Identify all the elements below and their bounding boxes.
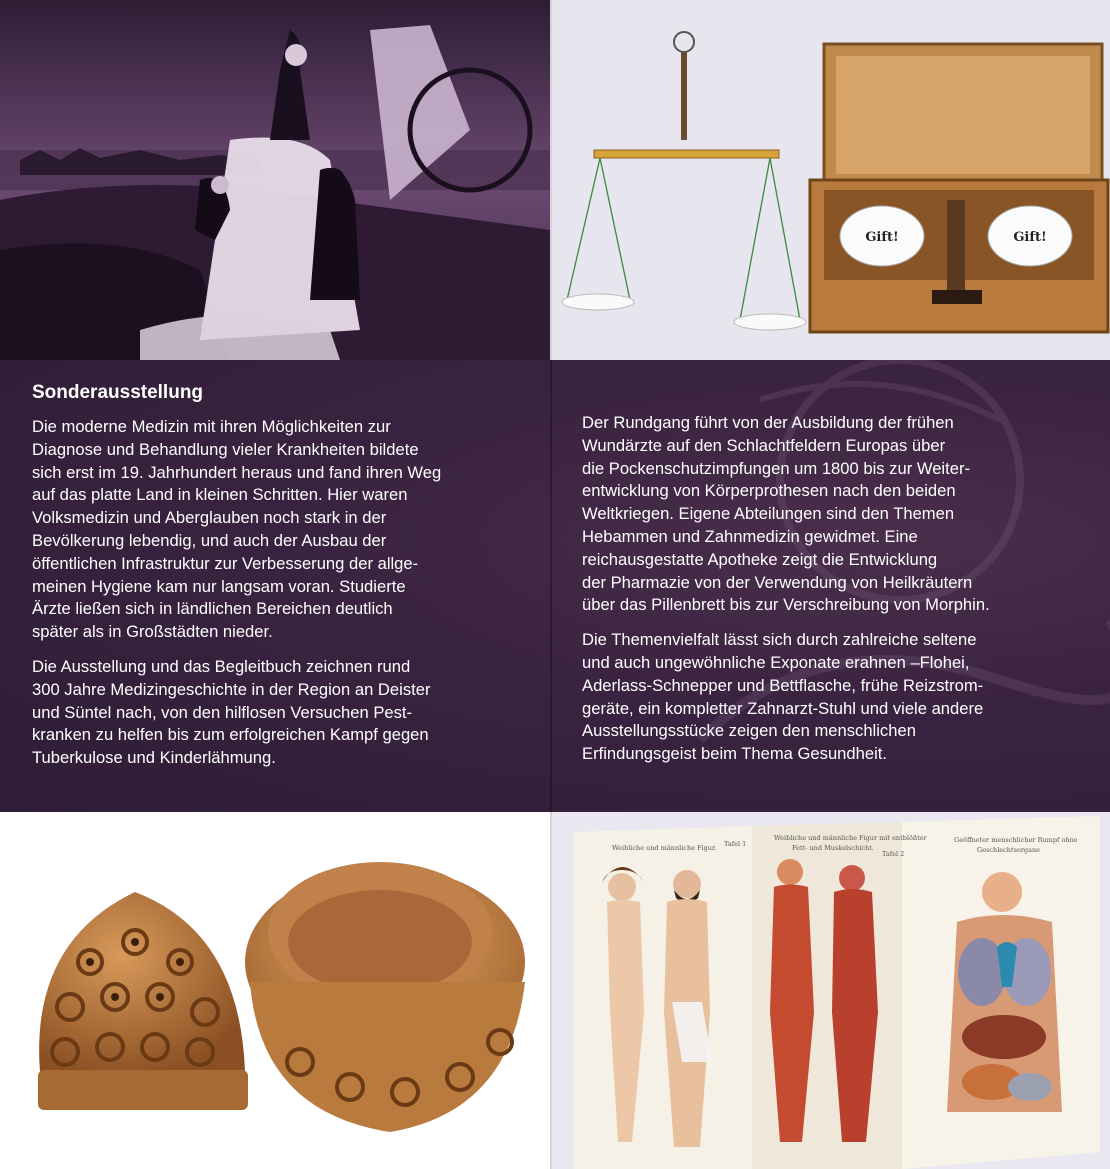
text-line: Tuberkulose und Kinderlähmung. xyxy=(32,748,276,768)
left-column xyxy=(32,380,522,782)
gift-label-left: Gift! xyxy=(865,230,899,245)
text-line: geräte, ein kompletter Zahnarzt-Stuhl und viele andere xyxy=(582,698,984,718)
text-line: später als in Großstädten nieder. xyxy=(32,622,273,642)
right-paragraph-1 xyxy=(582,412,1102,617)
plate2-caption: Weibliche und männliche Figur mit entblößter xyxy=(774,834,927,842)
carved-flea-egg-image xyxy=(0,812,550,1169)
text-line: Bevölkerung lebendig, und auch der Ausbau der xyxy=(32,530,387,550)
poison-scales-illustration xyxy=(552,0,1110,360)
text-line: Die Themenvielfalt lässt sich durch zahlreiche seltene xyxy=(582,630,977,650)
engraving-image xyxy=(0,0,550,360)
text-line: über das Pillenbrett bis zur Verschreibung von Morphin. xyxy=(582,595,990,615)
text-line: Hebammen und Zahnmedizin gewidmet. Eine xyxy=(582,526,918,546)
text-line: und Süntel nach, von den hilflosen Versuchen Pest- xyxy=(32,702,413,722)
text-line: Ärzte ließen sich in ländlichen Bereichen deutlich xyxy=(32,599,393,619)
anatomy-foldout-illustration xyxy=(552,812,1110,1169)
left-paragraph-2 xyxy=(32,656,522,770)
text-line: Weltkriegen. Eigene Abteilungen sind den Themen xyxy=(582,504,955,524)
plate3-caption-line2: Geschlechtsorgane xyxy=(977,846,1040,854)
gift-label-right: Gift! xyxy=(1013,230,1047,245)
text-line: 300 Jahre Medizingeschichte in der Region an Deister xyxy=(32,679,431,699)
text-line: Der Rundgang führt von der Ausbildung der frühen xyxy=(582,413,954,432)
text-band xyxy=(0,360,1110,812)
text-line: Erfindungsgeist beim Thema Gesundheit. xyxy=(582,744,888,764)
text-line: Aderlass-Schnepper und Bettflasche, frühe Reizstrom- xyxy=(582,675,984,695)
text-line: der Pharmazie von der Verwendung von Heilkräutern xyxy=(582,572,973,592)
plate1-number: Tafel 1 xyxy=(724,840,747,848)
plague-burial-illustration xyxy=(0,0,550,360)
text-line: Ausstellungsstücke zeigen den menschlichen xyxy=(582,721,916,741)
text-line: reichausgestatte Apotheke zeigt die Entwicklung xyxy=(582,549,938,569)
text-line: Diagnose und Behandlung vieler Krankheiten bildete xyxy=(32,439,419,459)
anatomy-book-image xyxy=(552,812,1110,1169)
plate3-caption: Geöffneter menschlicher Rumpf ohne xyxy=(954,836,1078,844)
text-line: entwicklung von Körperprothesen nach den beiden xyxy=(582,481,956,501)
text-line: die Pockenschutzimpfungen um 1800 bis zur Weiter- xyxy=(582,458,971,478)
text-line: Die moderne Medizin mit ihren Möglichkeiten zur xyxy=(32,417,391,436)
text-line: Volksmedizin und Aberglauben noch stark in der xyxy=(32,508,387,528)
plate1-caption: Weibliche und männliche Figur. xyxy=(612,844,717,852)
text-line: sich erst im 19. Jahrhundert heraus und fand ihren Weg xyxy=(32,462,442,482)
left-paragraph-1 xyxy=(32,416,522,644)
fold-line xyxy=(550,360,552,812)
plate2-caption-line2: Fett- und Muskelschicht. xyxy=(792,844,874,852)
text-line: und auch ungewöhnliche Exponate erahnen –Flohei, xyxy=(582,652,970,672)
text-line: öffentlichen Infrastruktur zur Verbesserung der allge- xyxy=(32,553,419,573)
section-title: Sonderausstellung xyxy=(32,382,204,403)
carved-wooden-egg-illustration xyxy=(0,812,550,1169)
text-line: Die Ausstellung und das Begleitbuch zeichnen rund xyxy=(32,656,411,676)
plate2-number: Tafel 2 xyxy=(882,850,905,858)
text-line: auf das platte Land in kleinen Schritten. Hier waren xyxy=(32,485,408,505)
right-paragraph-2 xyxy=(582,629,1102,766)
text-line: kranken zu helfen bis zum erfolgreichen Kampf gegen xyxy=(32,725,429,745)
poison-scales-image xyxy=(552,0,1110,360)
text-line: Wundärzte auf den Schlachtfeldern Europas über xyxy=(582,435,946,455)
right-column xyxy=(582,412,1102,778)
text-line: meinen Hygiene kam nur langsam voran. Studierte xyxy=(32,576,406,596)
